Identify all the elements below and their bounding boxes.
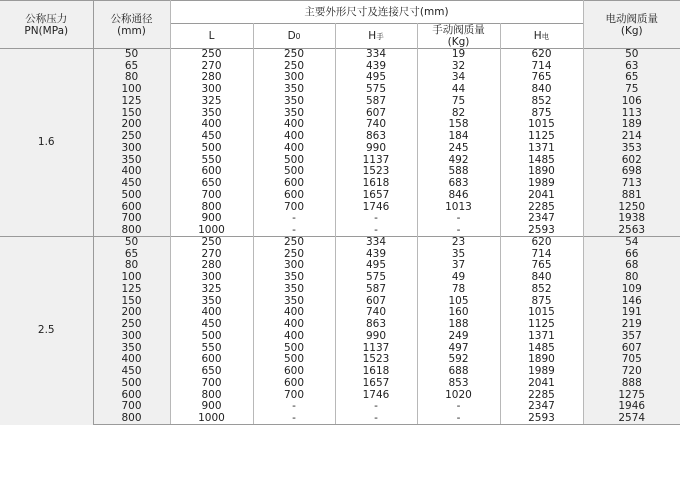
L-cell: 650 [170,178,253,190]
L-cell: 250 [170,237,253,249]
table-row [0,178,680,190]
L-cell: 550 [170,154,253,166]
header-manual-weight-line1: 手动阀质量 [432,24,485,36]
table-row [0,119,680,131]
diameter-cell: 800 [93,413,170,425]
table-row [0,272,680,284]
table-row [0,154,680,166]
L-cell: 270 [170,248,253,260]
electric-weight-cell: 68 [583,260,680,272]
manual-weight-cell: 37 [417,260,500,272]
table-row [0,378,680,390]
diameter-cell: 150 [93,295,170,307]
electric-weight-cell: 705 [583,354,680,366]
manual-weight-cell: 158 [417,119,500,131]
L-cell: 325 [170,284,253,296]
table-row [0,413,680,425]
manual-weight-cell: 35 [417,248,500,260]
manual-weight-cell: 688 [417,366,500,378]
diameter-cell: 450 [93,366,170,378]
manual-weight-cell: 592 [417,354,500,366]
H-manual-cell: 334 [335,49,417,61]
electric-weight-cell: 2563 [583,225,680,237]
diameter-cell: 500 [93,378,170,390]
D0-cell: 250 [253,60,335,72]
H-manual-cell: 587 [335,96,417,108]
diameter-cell: 80 [93,72,170,84]
H-electric-cell: 840 [500,84,583,96]
D0-cell: 250 [253,237,335,249]
D0-cell: 400 [253,319,335,331]
diameter-cell: 125 [93,284,170,296]
H-manual-cell: 575 [335,84,417,96]
manual-weight-cell: 75 [417,96,500,108]
H-manual-cell: 495 [335,260,417,272]
H-manual-cell: 575 [335,272,417,284]
H-manual-cell: 607 [335,107,417,119]
header-electric-weight-line1: 电动阀质量 [605,12,658,25]
H-electric-cell: 1125 [500,319,583,331]
diameter-cell: 100 [93,272,170,284]
H-manual-cell: 439 [335,248,417,260]
electric-weight-cell: 1946 [583,401,680,413]
table-row [0,354,680,366]
electric-weight-cell: 713 [583,178,680,190]
pressure-cell: 1.6 [0,49,93,237]
H-manual-cell: - [335,213,417,225]
L-cell: 600 [170,354,253,366]
L-cell: 700 [170,190,253,202]
electric-weight-cell: 214 [583,131,680,143]
L-cell: 1000 [170,413,253,425]
electric-weight-cell: 80 [583,272,680,284]
D0-cell: 350 [253,284,335,296]
manual-weight-cell: 78 [417,284,500,296]
electric-weight-cell: 75 [583,84,680,96]
manual-weight-cell: - [417,401,500,413]
D0-cell: 700 [253,201,335,213]
diameter-cell: 250 [93,319,170,331]
diameter-cell: 500 [93,190,170,202]
table-row [0,331,680,343]
H-manual-cell: 1523 [335,166,417,178]
table-header [0,1,680,49]
D0-cell: - [253,225,335,237]
table-row [0,60,680,72]
H-manual-cell: 1618 [335,366,417,378]
L-cell: 500 [170,143,253,155]
electric-weight-cell: 65 [583,72,680,84]
header-manual-weight-line2: (Kg) [447,36,470,48]
table-row [0,190,680,202]
header-electric-weight-line2: (Kg) [620,24,643,37]
D0-cell: 700 [253,389,335,401]
L-cell: 300 [170,272,253,284]
L-cell: 350 [170,107,253,119]
D0-cell: 250 [253,248,335,260]
D0-cell: - [253,213,335,225]
L-cell: 450 [170,319,253,331]
manual-weight-cell: 19 [417,49,500,61]
diameter-cell: 400 [93,354,170,366]
header-L: L [170,24,253,49]
D0-cell: 350 [253,272,335,284]
manual-weight-cell: 160 [417,307,500,319]
D0-cell: 600 [253,190,335,202]
L-cell: 650 [170,366,253,378]
H-electric-cell: 765 [500,260,583,272]
H-manual-cell: 439 [335,60,417,72]
L-cell: 550 [170,342,253,354]
table-row [0,237,680,249]
table-row [0,284,680,296]
diameter-cell: 300 [93,143,170,155]
manual-weight-cell: 49 [417,272,500,284]
H-electric-cell: 2347 [500,401,583,413]
H-electric-cell: 1125 [500,131,583,143]
H-electric-cell: 875 [500,107,583,119]
diameter-cell: 125 [93,96,170,108]
H-electric-cell: 1890 [500,354,583,366]
header-main-dims: 主要外形尺寸及连接尺寸(mm) [170,1,583,24]
L-cell: 1000 [170,225,253,237]
electric-weight-cell: 607 [583,342,680,354]
diameter-cell: 300 [93,331,170,343]
header-H-electric-sub: 电 [541,31,550,41]
header-H-manual-main: H [368,29,377,42]
H-manual-cell: 740 [335,307,417,319]
H-manual-cell: 1657 [335,190,417,202]
diameter-cell: 250 [93,131,170,143]
electric-weight-cell: 146 [583,295,680,307]
L-cell: 300 [170,84,253,96]
manual-weight-cell: 184 [417,131,500,143]
header-pressure-line1: 公称压力 [25,12,68,25]
D0-cell: 400 [253,143,335,155]
D0-cell: 500 [253,342,335,354]
table-row [0,131,680,143]
diameter-cell: 200 [93,307,170,319]
L-cell: 450 [170,131,253,143]
manual-weight-cell: 497 [417,342,500,354]
H-electric-cell: 2347 [500,213,583,225]
H-electric-cell: 852 [500,284,583,296]
diameter-cell: 350 [93,342,170,354]
manual-weight-cell: 853 [417,378,500,390]
H-electric-cell: 852 [500,96,583,108]
L-cell: 280 [170,72,253,84]
H-manual-cell: 990 [335,331,417,343]
diameter-cell: 200 [93,119,170,131]
electric-weight-cell: 191 [583,307,680,319]
D0-cell: 350 [253,84,335,96]
D0-cell: 400 [253,307,335,319]
L-cell: 700 [170,378,253,390]
H-electric-cell: 2041 [500,190,583,202]
H-manual-cell: - [335,413,417,425]
table-row [0,260,680,272]
electric-weight-cell: 1938 [583,213,680,225]
L-cell: 800 [170,389,253,401]
L-cell: 800 [170,201,253,213]
H-electric-cell: 1485 [500,154,583,166]
diameter-cell: 800 [93,225,170,237]
H-manual-cell: - [335,225,417,237]
header-D0-main: D [287,29,296,42]
L-cell: 350 [170,295,253,307]
header-D0-sub: 0 [295,31,301,41]
manual-weight-cell: 249 [417,331,500,343]
header-H-electric-main: H [533,29,542,42]
header-diameter-line1: 公称通径 [110,12,153,25]
manual-weight-cell: 1020 [417,389,500,401]
table-row [0,49,680,61]
D0-cell: 250 [253,49,335,61]
H-manual-cell: 990 [335,143,417,155]
H-electric-cell: 1989 [500,178,583,190]
electric-weight-cell: 106 [583,96,680,108]
electric-weight-cell: 54 [583,237,680,249]
table-row [0,248,680,260]
diameter-cell: 65 [93,248,170,260]
H-electric-cell: 840 [500,272,583,284]
H-electric-cell: 2285 [500,201,583,213]
diameter-cell: 50 [93,49,170,61]
diameter-cell: 700 [93,401,170,413]
D0-cell: 350 [253,96,335,108]
diameter-cell: 150 [93,107,170,119]
manual-weight-cell: 188 [417,319,500,331]
electric-weight-cell: 219 [583,319,680,331]
header-pressure [0,1,93,49]
diameter-cell: 600 [93,389,170,401]
electric-weight-cell: 2574 [583,413,680,425]
D0-cell: 400 [253,331,335,343]
H-manual-cell: 1137 [335,154,417,166]
electric-weight-cell: 720 [583,366,680,378]
diameter-cell: 450 [93,178,170,190]
D0-cell: 500 [253,154,335,166]
H-manual-cell: 1746 [335,389,417,401]
table-row [0,96,680,108]
H-manual-cell: 1746 [335,201,417,213]
table-row [0,389,680,401]
electric-weight-cell: 1250 [583,201,680,213]
diameter-cell: 65 [93,60,170,72]
header-pressure-line2: PN(MPa) [24,24,69,37]
diameter-cell: 400 [93,166,170,178]
electric-weight-cell: 109 [583,284,680,296]
diameter-cell: 700 [93,213,170,225]
H-manual-cell: 1137 [335,342,417,354]
electric-weight-cell: 189 [583,119,680,131]
table-row [0,295,680,307]
H-electric-cell: 714 [500,248,583,260]
H-electric-cell: 2593 [500,413,583,425]
header-electric-weight [583,1,680,49]
table-row [0,166,680,178]
diameter-cell: 350 [93,154,170,166]
H-manual-cell: 863 [335,131,417,143]
header-diameter-line2: (mm) [117,24,146,37]
table-row [0,401,680,413]
H-manual-cell: 607 [335,295,417,307]
H-electric-cell: 1371 [500,143,583,155]
electric-weight-cell: 881 [583,190,680,202]
manual-weight-cell: 82 [417,107,500,119]
table-row [0,143,680,155]
H-manual-cell: 1523 [335,354,417,366]
manual-weight-cell: 32 [417,60,500,72]
manual-weight-cell: 492 [417,154,500,166]
D0-cell: 500 [253,354,335,366]
manual-weight-cell: 44 [417,84,500,96]
manual-weight-cell: 588 [417,166,500,178]
diameter-cell: 100 [93,84,170,96]
diameter-cell: 600 [93,201,170,213]
electric-weight-cell: 602 [583,154,680,166]
electric-weight-cell: 357 [583,331,680,343]
header-diameter [93,1,170,49]
H-manual-cell: 1618 [335,178,417,190]
H-electric-cell: 1485 [500,342,583,354]
manual-weight-cell: 846 [417,190,500,202]
table-row [0,225,680,237]
electric-weight-cell: 888 [583,378,680,390]
header-D0 [253,24,335,49]
H-electric-cell: 1015 [500,119,583,131]
D0-cell: 400 [253,131,335,143]
table-row [0,107,680,119]
L-cell: 280 [170,260,253,272]
H-electric-cell: 1015 [500,307,583,319]
header-H-manual-sub: 手 [376,31,384,41]
electric-weight-cell: 353 [583,143,680,155]
electric-weight-cell: 1275 [583,389,680,401]
electric-weight-cell: 63 [583,60,680,72]
table-row [0,213,680,225]
header-manual-weight [417,24,500,49]
L-cell: 400 [170,119,253,131]
L-cell: 900 [170,213,253,225]
diameter-cell: 50 [93,237,170,249]
H-electric-cell: 1890 [500,166,583,178]
electric-weight-cell: 66 [583,248,680,260]
H-electric-cell: 2593 [500,225,583,237]
D0-cell: - [253,401,335,413]
electric-weight-cell: 113 [583,107,680,119]
D0-cell: 600 [253,378,335,390]
L-cell: 400 [170,307,253,319]
L-cell: 900 [170,401,253,413]
table-row [0,201,680,213]
D0-cell: 350 [253,295,335,307]
L-cell: 250 [170,49,253,61]
table-row [0,366,680,378]
D0-cell: - [253,413,335,425]
D0-cell: 600 [253,366,335,378]
H-electric-cell: 875 [500,295,583,307]
table-row [0,84,680,96]
H-manual-cell: - [335,401,417,413]
manual-weight-cell: - [417,413,500,425]
diameter-cell: 80 [93,260,170,272]
H-electric-cell: 1371 [500,331,583,343]
table-body [0,49,680,425]
pressure-cell: 2.5 [0,237,93,425]
manual-weight-cell: - [417,225,500,237]
L-cell: 325 [170,96,253,108]
manual-weight-cell: 105 [417,295,500,307]
L-cell: 600 [170,166,253,178]
header-H-manual [335,24,417,49]
H-electric-cell: 1989 [500,366,583,378]
D0-cell: 500 [253,166,335,178]
L-cell: 270 [170,60,253,72]
table-row [0,307,680,319]
D0-cell: 300 [253,72,335,84]
electric-weight-cell: 698 [583,166,680,178]
H-manual-cell: 587 [335,284,417,296]
H-electric-cell: 2041 [500,378,583,390]
H-manual-cell: 495 [335,72,417,84]
H-electric-cell: 714 [500,60,583,72]
electric-weight-cell: 50 [583,49,680,61]
manual-weight-cell: - [417,213,500,225]
H-electric-cell: 2285 [500,389,583,401]
D0-cell: 350 [253,107,335,119]
H-electric-cell: 765 [500,72,583,84]
H-manual-cell: 740 [335,119,417,131]
table-row [0,72,680,84]
D0-cell: 300 [253,260,335,272]
manual-weight-cell: 245 [417,143,500,155]
H-manual-cell: 863 [335,319,417,331]
table-row [0,342,680,354]
L-cell: 500 [170,331,253,343]
D0-cell: 600 [253,178,335,190]
manual-weight-cell: 23 [417,237,500,249]
H-electric-cell: 620 [500,49,583,61]
manual-weight-cell: 1013 [417,201,500,213]
H-manual-cell: 334 [335,237,417,249]
table-row [0,319,680,331]
D0-cell: 400 [253,119,335,131]
H-manual-cell: 1657 [335,378,417,390]
manual-weight-cell: 683 [417,178,500,190]
header-H-electric [500,24,583,49]
H-electric-cell: 620 [500,237,583,249]
manual-weight-cell: 34 [417,72,500,84]
